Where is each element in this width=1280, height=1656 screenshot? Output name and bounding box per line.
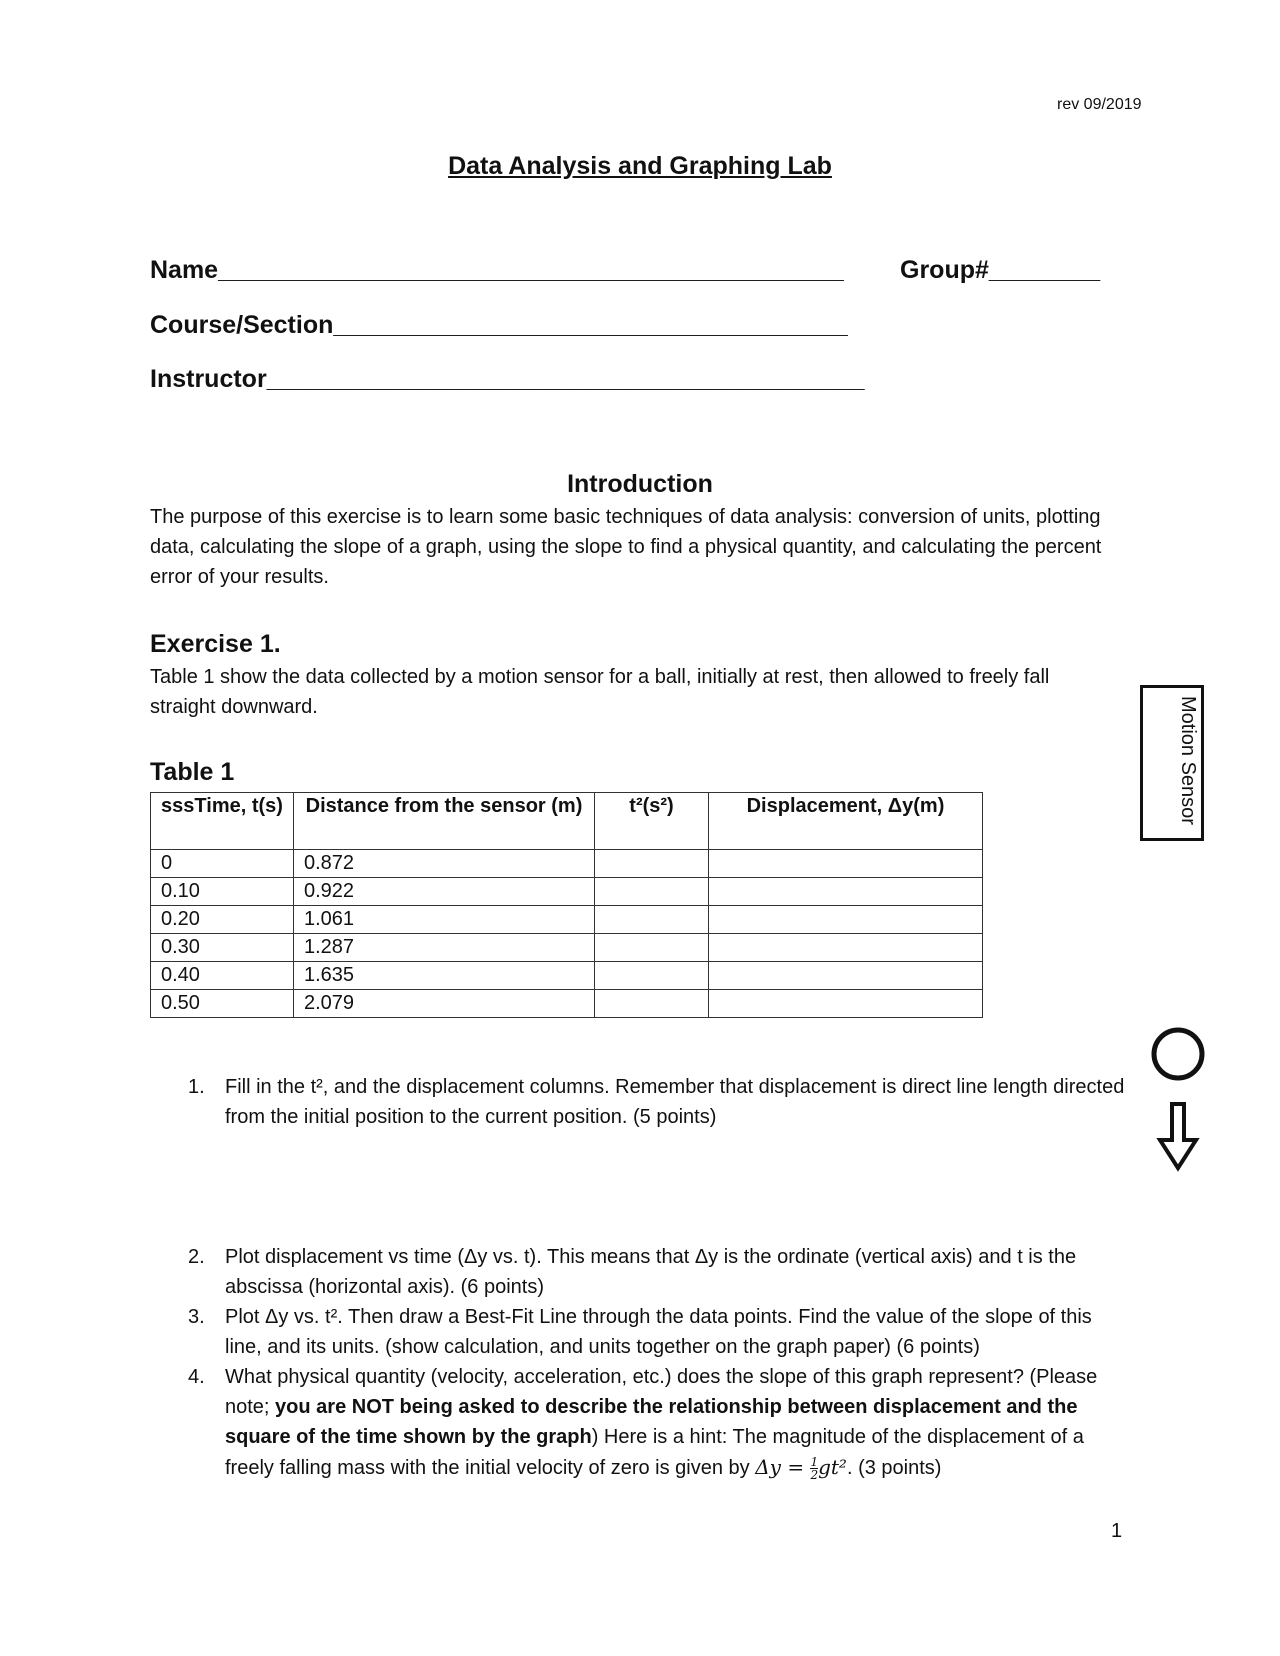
course-section-field[interactable]: Course/Section_____________________________________ — [150, 311, 848, 339]
question-number: 4. — [188, 1366, 205, 1388]
question-text — [225, 1362, 1128, 1483]
cell-time: 0.30 — [151, 934, 294, 962]
motion-sensor-label: Motion Sensor — [1177, 696, 1199, 825]
question-text-part: What physical quantity (velocity, acceleration, etc.) does the slope of this graph represent? (Please note; — [225, 1366, 1098, 1418]
table-row — [151, 878, 983, 906]
table-row — [151, 934, 983, 962]
question-2 — [188, 1242, 1128, 1302]
falling-ball-figure — [1140, 1022, 1210, 1182]
cell-displacement[interactable] — [709, 850, 983, 878]
cell-displacement[interactable] — [709, 934, 983, 962]
revision-label: rev 09/2019 — [1057, 96, 1142, 113]
cell-displacement[interactable] — [709, 878, 983, 906]
fraction-denominator: 2 — [810, 1468, 819, 1482]
page-number: 1 — [1111, 1520, 1123, 1542]
table-row — [151, 906, 983, 934]
cell-time: 0 — [151, 850, 294, 878]
introduction-heading: Introduction — [567, 470, 713, 498]
question-number: 1. — [188, 1076, 205, 1098]
cell-displacement[interactable] — [709, 962, 983, 990]
cell-distance: 1.635 — [294, 962, 595, 990]
cell-time: 0.40 — [151, 962, 294, 990]
cell-displacement[interactable] — [709, 906, 983, 934]
column-header-t-squared: t²(s²) — [595, 793, 709, 850]
table-row — [151, 990, 983, 1018]
instructor-field[interactable]: Instructor___________________________________________ — [150, 365, 865, 393]
cell-distance: 1.061 — [294, 906, 595, 934]
data-table — [150, 792, 983, 1018]
exercise-heading: Exercise 1. — [150, 630, 281, 658]
column-header-distance: Distance from the sensor (m) — [294, 793, 595, 850]
question-1 — [188, 1072, 1128, 1132]
table-caption: Table 1 — [150, 758, 235, 786]
ball-icon — [1154, 1030, 1202, 1078]
question-text: Plot displacement vs time (Δy vs. t). This means that Δy is the ordinate (vertical axis) and t is the abscissa (horizontal axis). (6 points) — [225, 1246, 1077, 1298]
exercise-text: Table 1 show the data collected by a motion sensor for a ball, initially at rest, then allowed to freely fall straight downward. — [150, 666, 1050, 718]
question-number: 2. — [188, 1246, 205, 1268]
cell-t-squared[interactable] — [595, 906, 709, 934]
cell-distance: 0.922 — [294, 878, 595, 906]
group-field[interactable]: Group#________ — [900, 256, 1101, 284]
table-row — [151, 962, 983, 990]
name-field[interactable]: Name_____________________________________________ — [150, 256, 844, 284]
question-text-emphasis: you are NOT being asked to describe the relationship between displacement and the square of the time shown by the graph — [225, 1396, 1078, 1448]
question-3 — [188, 1302, 1128, 1362]
cell-displacement[interactable] — [709, 990, 983, 1018]
fraction-numerator: 1 — [810, 1455, 819, 1469]
formula-rhs: gt² — [818, 1455, 847, 1479]
question-text-part: . (3 points) — [846, 1457, 942, 1479]
question-number: 3. — [188, 1306, 205, 1328]
cell-distance: 1.287 — [294, 934, 595, 962]
column-header-displacement: Displacement, Δy(m) — [709, 793, 983, 850]
table-row — [151, 850, 983, 878]
cell-t-squared[interactable] — [595, 990, 709, 1018]
cell-t-squared[interactable] — [595, 962, 709, 990]
formula — [755, 1455, 847, 1482]
cell-t-squared[interactable] — [595, 878, 709, 906]
introduction-text: The purpose of this exercise is to learn some basic techniques of data analysis: conversion of units, plotting data, calculating the slope of a graph, using the slope to find a physical quantity, and calculating the percent error of your results. — [150, 506, 1102, 588]
cell-time: 0.20 — [151, 906, 294, 934]
cell-distance: 2.079 — [294, 990, 595, 1018]
question-text: Fill in the t², and the displacement columns. Remember that displacement is direct line length directed from the initial position to the current position. (5 points) — [225, 1076, 1125, 1128]
question-4 — [188, 1362, 1128, 1483]
page-title: Data Analysis and Graphing Lab — [448, 152, 832, 180]
formula-lhs: Δy = — [755, 1455, 811, 1479]
cell-t-squared[interactable] — [595, 934, 709, 962]
formula-fraction — [810, 1456, 818, 1481]
down-arrow-icon — [1160, 1104, 1196, 1168]
motion-sensor — [1140, 685, 1204, 841]
column-header-time: sssTime, t(s) — [151, 793, 294, 850]
question-text: Plot Δy vs. t². Then draw a Best-Fit Line through the data points. Find the value of the slope of this line, and its units. (show calculation, and units together on the graph paper) (6 points) — [225, 1306, 1092, 1358]
cell-time: 0.50 — [151, 990, 294, 1018]
cell-time: 0.10 — [151, 878, 294, 906]
cell-distance: 0.872 — [294, 850, 595, 878]
table-header-row — [151, 793, 983, 850]
question-text-part: ) Here is a hint: The magnitude of the displacement of a freely falling mass with the initial velocity of zero is given by — [225, 1426, 1084, 1479]
cell-t-squared[interactable] — [595, 850, 709, 878]
